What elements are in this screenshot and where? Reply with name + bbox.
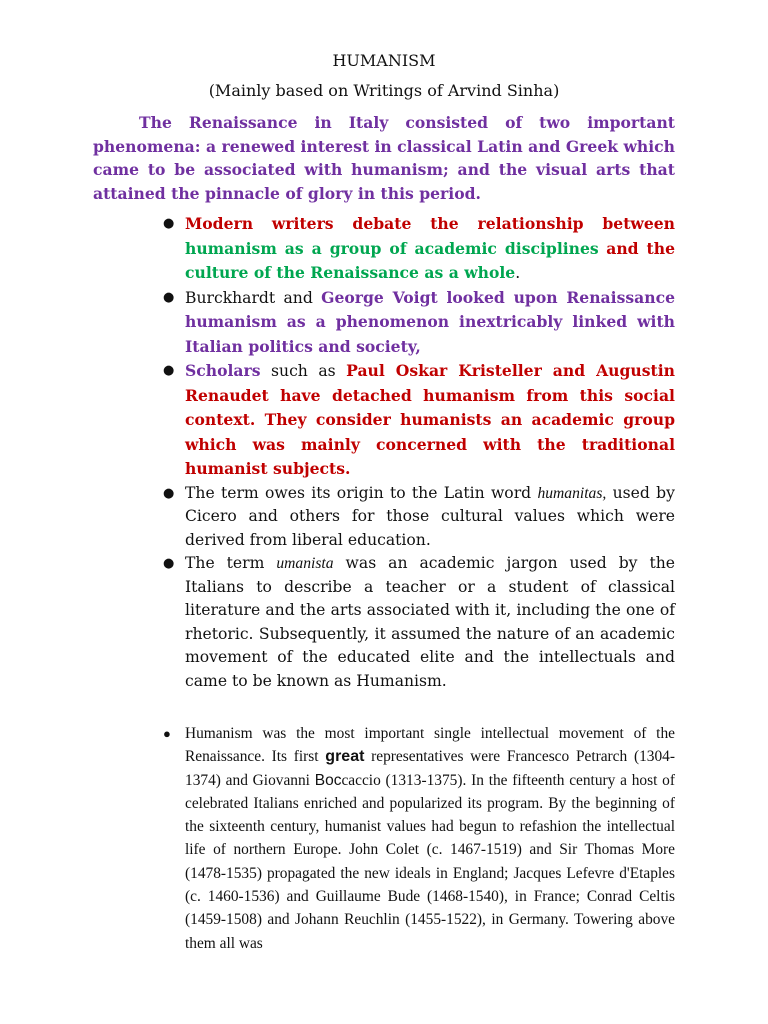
bullet-text: Humanism was the most important single intellectual movement of the Renaissance. Its first bbox=[185, 725, 675, 766]
list-item bbox=[160, 212, 675, 286]
bullet-text: representatives were Francesco Petrarch (1304-1374) and Giovanni bbox=[185, 748, 675, 789]
list-item bbox=[160, 722, 675, 955]
bullet-text: Burckhardt and bbox=[185, 288, 313, 307]
bullet-text: The term owes its origin to the Latin word bbox=[185, 483, 532, 502]
list-item bbox=[160, 359, 675, 482]
bullet-icon: ● bbox=[163, 289, 175, 305]
bullet-icon: ● bbox=[163, 363, 175, 378]
bullet-text: used by Cicero and others for those cultural values which were derived from liberal education. bbox=[185, 483, 675, 549]
bullet-list-primary bbox=[160, 212, 675, 693]
bullet-text-emphasis: great bbox=[325, 748, 365, 766]
bullet-text: such as bbox=[271, 362, 336, 380]
bullet-icon: ● bbox=[163, 216, 175, 231]
page-title: HUMANISM bbox=[332, 51, 436, 70]
bullet-text-red: Paul Oskar Kristeller and Augustin Renaudet have detached humanism from this social context. They consider humanists an academic group which was mainly concerned with the traditional humanist subjects. bbox=[185, 361, 675, 478]
intro-text: The Renaissance in Italy consisted of two important phenomena: a renewed interest in classical Latin and Greek which came to be associated with humanism; and the visual arts that attained the pinnacle of glory in this period. bbox=[93, 113, 675, 203]
bullet-text: was an academic jargon used by the Italians to describe a teacher or a student of classical literature and the arts associated with it, including the one of rhetoric. Subsequently, it assumed the nature of an academic movement of the educated elite and the intellectuals and came to be known as Humanism. bbox=[185, 554, 675, 690]
bullet-text-green: culture of the Renaissance as a whole bbox=[185, 263, 516, 282]
bullet-text-sans: Boc bbox=[314, 771, 342, 789]
bullet-text: . bbox=[515, 264, 521, 282]
bullet-icon: ● bbox=[163, 485, 175, 501]
bullet-icon: ● bbox=[163, 726, 171, 741]
bullet-text-purple: George Voigt looked upon Renaissance humanism as a phenomenon inextricably linked with Italian politics and society, bbox=[185, 287, 675, 356]
list-item bbox=[160, 552, 675, 693]
intro-paragraph bbox=[93, 111, 675, 205]
bullet-text-green: humanism as a group of academic disciplines bbox=[185, 238, 599, 258]
bullet-list-secondary bbox=[160, 722, 675, 955]
list-item bbox=[160, 286, 675, 360]
bullet-text: The term bbox=[185, 554, 265, 572]
list-item bbox=[160, 482, 675, 553]
page-subtitle: (Mainly based on Writings of Arvind Sinha) bbox=[208, 81, 560, 100]
bullet-text: caccio (1313-1375). In the fifteenth century a host of celebrated Italians enriched and popularized its program. By the beginning of the sixteenth century, humanist values had begun to refashion the intellectual life of northern Europe. John Colet (c. 1467-1519) and Sir Thomas More (1478-1535) propagated the new ideals in England; Jacques Lefevre d'Etaples (c. 1460-1536) and Guillaume Bude (1468-1540), in France; Conrad Celtis (1459-1508) and Johann Reuchlin (1455-1522), in Germany. Towering above them all was bbox=[185, 771, 675, 952]
bullet-text-purple: Scholars bbox=[185, 361, 261, 380]
bullet-icon: ● bbox=[163, 556, 175, 571]
bullet-text-red: and the bbox=[606, 238, 675, 258]
bullet-text-italic: umanista bbox=[276, 555, 334, 572]
bullet-text-red: Modern writers debate the relationship between bbox=[185, 214, 675, 233]
bullet-text-italic: humanitas, bbox=[537, 484, 607, 502]
